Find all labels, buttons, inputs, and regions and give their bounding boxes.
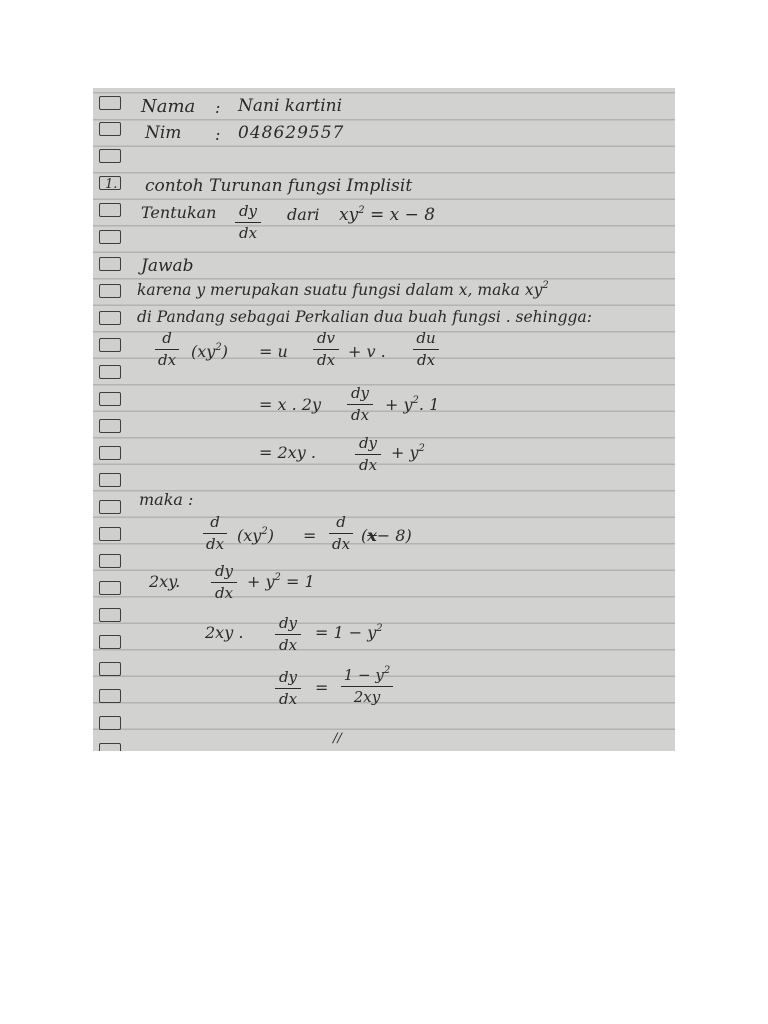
binder-hole — [99, 96, 121, 110]
maka-step-1-exponent: 2 — [274, 572, 281, 583]
equation-base: xy — [339, 205, 359, 225]
jawab-label: Jawab — [141, 256, 194, 276]
fraction-bar — [275, 634, 301, 635]
du-dx-fraction — [413, 331, 439, 368]
maka-step-2-suffix — [315, 625, 383, 641]
step-2-prefix: = x . 2y — [259, 395, 321, 414]
notebook-page — [93, 88, 675, 751]
step-2-plus-y: + y — [385, 395, 413, 414]
fraction-bar — [211, 582, 237, 583]
binder-hole — [99, 257, 121, 271]
binder-hole — [99, 473, 121, 487]
tentukan-label: Tentukan — [141, 203, 217, 222]
binder-hole — [99, 608, 121, 622]
equation-rest: = x − 8 — [369, 205, 436, 225]
final-numerator-text: 1 − y — [343, 666, 384, 684]
maka-step-1-plus-y: + y — [247, 572, 275, 591]
maka-step-1-end: = 1 — [286, 572, 315, 591]
fraction-bar — [347, 404, 373, 405]
dv-dx-fraction — [313, 331, 339, 368]
maka-step-2-exponent: 2 — [376, 623, 383, 634]
fraction-numerator: dv — [316, 329, 336, 347]
fraction-numerator: d — [210, 513, 220, 531]
fraction-denominator: dx — [205, 535, 225, 553]
problem-title: contoh Turunan fungsi Implisit — [145, 176, 413, 196]
answer-line-1-exponent: 2 — [542, 280, 549, 291]
step-3-suffix — [391, 445, 425, 461]
fraction-denominator: dx — [238, 224, 258, 242]
fraction-numerator: dy — [278, 614, 298, 632]
dy-dx-fraction — [235, 204, 261, 241]
binder-holes — [93, 96, 123, 751]
dy-dx-fraction — [275, 670, 301, 707]
binder-hole — [99, 500, 121, 514]
fraction-denominator: dx — [331, 535, 351, 553]
fraction-denominator: 2xy — [353, 688, 381, 706]
fraction-denominator: dx — [214, 584, 234, 602]
fraction-denominator: dx — [416, 351, 436, 369]
name-value: Nani kartini — [238, 96, 343, 116]
maka-lhs-open: (xy — [237, 526, 262, 545]
step-2-end: . 1 — [418, 395, 440, 414]
maka-step-3-equals: = — [315, 678, 329, 697]
fraction-numerator: du — [416, 329, 436, 347]
step-3-prefix: = 2xy . — [259, 443, 316, 462]
name-colon: : — [215, 98, 221, 117]
fraction-bar — [235, 222, 261, 223]
binder-hole — [99, 527, 121, 541]
dy-dx-fraction — [211, 564, 237, 601]
step-3-exponent: 2 — [418, 443, 425, 454]
dy-dx-fraction — [347, 386, 373, 423]
name-label: Nama — [141, 96, 196, 117]
plus-v: + v . — [348, 342, 386, 361]
fraction-denominator: dx — [358, 456, 378, 474]
binder-hole — [99, 446, 121, 460]
maka-equals: = — [303, 526, 317, 545]
binder-hole — [99, 743, 121, 751]
binder-hole — [99, 311, 121, 325]
fraction-numerator — [341, 665, 393, 684]
xy2-exponent: 2 — [215, 342, 222, 353]
final-numerator-exponent: 2 — [383, 665, 391, 676]
binder-hole — [99, 635, 121, 649]
maka-step-1-prefix: 2xy. — [149, 572, 181, 591]
fraction-denominator: dx — [350, 406, 370, 424]
maka-lhs-close: ) — [267, 526, 274, 545]
binder-hole — [99, 365, 121, 379]
fraction-denominator: dx — [278, 636, 298, 654]
fraction-numerator: dy — [278, 668, 298, 686]
fraction-numerator: dy — [358, 434, 378, 452]
fraction-bar — [413, 349, 439, 350]
dy-dx-fraction — [275, 616, 301, 653]
problem-number: 1. — [105, 177, 118, 192]
maka-lhs — [237, 528, 274, 544]
nim-colon: : — [215, 125, 221, 144]
problem-equation — [339, 207, 435, 224]
binder-hole — [99, 392, 121, 406]
fraction-bar — [313, 349, 339, 350]
fraction-bar — [275, 688, 301, 689]
fraction-bar — [355, 454, 381, 455]
d-dx-fraction — [329, 515, 353, 552]
answer-line-1 — [137, 280, 549, 299]
final-fraction — [341, 665, 393, 706]
answer-line-2: di Pandang sebagai Perkalian dua buah fungsi . sehingga: — [137, 308, 592, 326]
binder-hole — [99, 662, 121, 676]
xy2-close: ) — [221, 342, 228, 361]
maka-lhs-exponent: 2 — [261, 526, 268, 537]
fraction-bar — [203, 533, 227, 534]
binder-hole — [99, 581, 121, 595]
dari-label: dari — [287, 205, 320, 224]
maka-step-1-suffix — [247, 574, 315, 590]
answer-line-1-text: karena y merupakan suatu fungsi dalam x, maka xy — [137, 281, 543, 299]
maka-step-2-rhs: = 1 − y — [315, 623, 377, 642]
binder-hole — [99, 338, 121, 352]
binder-hole — [99, 419, 121, 433]
binder-hole — [99, 203, 121, 217]
fraction-numerator: dy — [238, 202, 258, 220]
binder-hole — [99, 284, 121, 298]
maka-rhs-rest: − 8) — [376, 526, 412, 545]
fraction-numerator: d — [162, 329, 172, 347]
binder-hole — [99, 122, 121, 136]
step-3-plus-y: + y — [391, 443, 419, 462]
equals-u: = u — [259, 342, 288, 361]
maka-rhs-crossed-x: x — [367, 526, 377, 545]
fraction-numerator: d — [336, 513, 346, 531]
nim-label: Nim — [145, 123, 182, 143]
maka-label: maka : — [139, 490, 194, 509]
nim-value: 048629557 — [238, 123, 345, 143]
fraction-denominator: dx — [157, 351, 177, 369]
equation-exponent: 2 — [358, 205, 365, 216]
xy2-open: (xy — [191, 342, 216, 361]
step-2-suffix — [385, 397, 439, 413]
binder-hole — [99, 554, 121, 568]
fraction-bar — [155, 349, 179, 350]
binder-hole — [99, 149, 121, 163]
fraction-bar — [341, 686, 393, 687]
fraction-denominator: dx — [316, 351, 336, 369]
fraction-numerator: dy — [214, 562, 234, 580]
fraction-bar — [329, 533, 353, 534]
binder-hole — [99, 716, 121, 730]
maka-rhs-open: ( — [361, 526, 368, 545]
d-dx-fraction — [155, 331, 179, 368]
maka-rhs — [361, 528, 412, 544]
fraction-numerator: dy — [350, 384, 370, 402]
step-2-exponent: 2 — [412, 395, 419, 406]
end-mark: // — [333, 731, 342, 746]
maka-step-2-prefix: 2xy . — [205, 623, 244, 642]
d-dx-fraction — [203, 515, 227, 552]
binder-hole — [99, 230, 121, 244]
fraction-denominator: dx — [278, 690, 298, 708]
xy2-term — [191, 344, 228, 360]
dy-dx-fraction — [355, 436, 381, 473]
binder-hole — [99, 689, 121, 703]
